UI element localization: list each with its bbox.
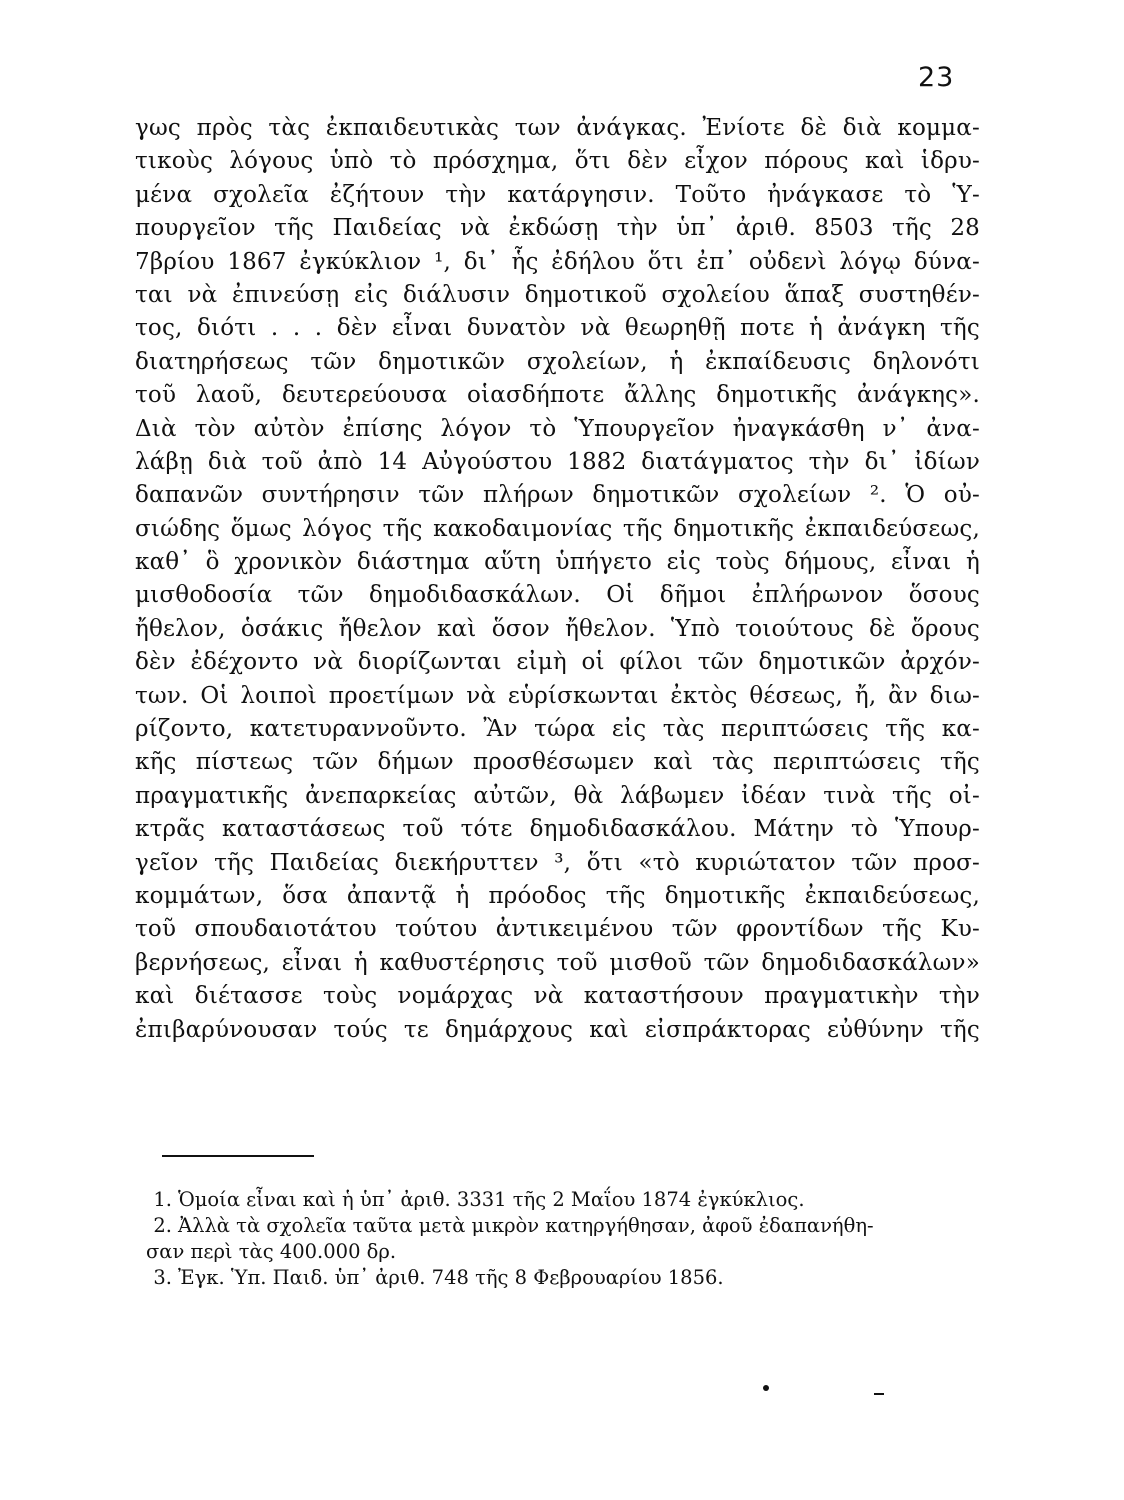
body-line: ρίζοντο, κατετυραννοῦντο. Ἂν τώρα εἰς τὰς περιπτώσεις τῆς κα- xyxy=(135,716,980,743)
footnote-3 xyxy=(140,1265,980,1291)
footnote-text: Ὁμοία εἶναι καὶ ἡ ὑπ᾽ ἀριθ. 3331 τῆς 2 Μαΐου 1874 ἐγκύκλιος. xyxy=(178,1188,805,1211)
body-line: σιώδης ὅμως λόγος τῆς κακοδαιμονίας τῆς δημοτικῆς ἐκπαιδεύσεως, xyxy=(135,515,980,542)
body-line: Διὰ τὸν αὐτὸν ἐπίσης λόγον τὸ Ὑπουργεῖον ἠναγκάσθη ν᾽ ἀνα- xyxy=(135,415,980,442)
body-line: 7βρίου 1867 ἐγκύκλιον ¹, δι᾽ ἧς ἐδήλου ὅτι ἐπ᾽ οὐδενὶ λόγῳ δύνα- xyxy=(135,248,980,275)
body-line: πραγματικῆς ἀνεπαρκείας αὐτῶν, θὰ λάβωμεν ἰδέαν τινὰ τῆς οἰ- xyxy=(135,782,980,809)
body-line: γεῖον τῆς Παιδείας διεκήρυττεν ³, ὅτι «τὸ κυριώτατον τῶν προσ- xyxy=(135,849,980,876)
page-number: 23 xyxy=(918,62,955,93)
body-line: κτρᾶς καταστάσεως τοῦ τότε δημοδιδασκάλου. Μάτην τὸ Ὑπουρ- xyxy=(135,816,980,843)
body-line: πουργεῖον τῆς Παιδείας νὰ ἐκδώσῃ τὴν ὑπ᾽ ἀριθ. 8503 τῆς 28 xyxy=(135,215,980,242)
body-line: μισθοδοσία τῶν δημοδιδασκάλων. Οἱ δῆμοι ἐπλήρωνον ὅσους xyxy=(135,582,980,609)
print-mark-dash xyxy=(874,1393,884,1395)
body-line: κομμάτων, ὅσα ἀπαντᾷ ἡ πρόοδος τῆς δημοτικῆς ἐκπαιδεύσεως, xyxy=(135,882,980,909)
body-line: τοῦ λαοῦ, δευτερεύουσα οἱασδήποτε ἄλλης δημοτικῆς ἀνάγκης». xyxy=(135,382,980,409)
body-line: μένα σχολεῖα ἐζήτουν τὴν κατάργησιν. Τοῦτο ἠνάγκασε τὸ Ὑ- xyxy=(135,181,980,208)
body-line: τοῦ σπουδαιοτάτου τούτου ἀντικειμένου τῶν φροντίδων τῆς Κυ- xyxy=(135,916,980,943)
footnote-separator xyxy=(162,1155,314,1157)
footnote-2-continuation: σαν περὶ τὰς 400.000 δρ. xyxy=(146,1240,397,1263)
body-line: δὲν ἐδέχοντο νὰ διορίζωνται εἰμὴ οἱ φίλοι τῶν δημοτικῶν ἀρχόν- xyxy=(135,649,980,676)
print-mark-dot xyxy=(763,1385,769,1391)
footnote-number: 2. xyxy=(153,1214,172,1237)
body-line: ἐπιβαρύνουσαν τούς τε δημάρχους καὶ εἰσπράκτορας εὐθύνην τῆς xyxy=(135,1016,980,1043)
body-line: γως πρὸς τὰς ἐκπαιδευτικὰς των ἀνάγκας. Ἐνίοτε δὲ διὰ κομμα- xyxy=(135,115,980,141)
footnote-number: 3. xyxy=(153,1266,172,1289)
body-line: λάβῃ διὰ τοῦ ἀπὸ 14 Αὐγούστου 1882 διατάγματος τὴν δι᾽ ἰδίων xyxy=(135,448,980,475)
body-line: καὶ διέτασσε τοὺς νομάρχας νὰ καταστήσουν πραγματικὴν τὴν xyxy=(135,983,980,1010)
body-line: κῆς πίστεως τῶν δήμων προσθέσωμεν καὶ τὰς περιπτώσεις τῆς xyxy=(135,749,980,776)
body-line: δαπανῶν συντήρησιν τῶν πλήρων δημοτικῶν σχολείων ². Ὁ οὐ- xyxy=(135,482,980,509)
footnote-1 xyxy=(140,1187,980,1213)
body-line: των. Οἱ λοιποὶ προετίμων νὰ εὑρίσκωνται ἐκτὸς θέσεως, ἤ, ἂν διω- xyxy=(135,682,980,709)
body-line: τικοὺς λόγους ὑπὸ τὸ πρόσχημα, ὅτι δὲν εἶχον πόρους καὶ ἱδρυ- xyxy=(135,148,980,175)
footnote-2 xyxy=(140,1213,980,1239)
footnote-text: Ἐγκ. Ὑπ. Παιδ. ὑπ᾽ ἀριθ. 748 τῆς 8 Φεβρουαρίου 1856. xyxy=(178,1266,724,1289)
body-line: καθ᾽ ὃ χρονικὸν διάστημα αὕτη ὑπήγετο εἰς τοὺς δήμους, εἶναι ἡ xyxy=(135,549,980,576)
body-line: ἤθελον, ὁσάκις ἤθελον καὶ ὅσον ἤθελον. Ὑπὸ τοιούτους δὲ ὅρους xyxy=(135,615,980,642)
body-text xyxy=(135,112,980,1047)
footnotes xyxy=(140,1187,980,1291)
footnote-text: Ἀλλὰ τὰ σχολεῖα ταῦτα μετὰ μικρὸν κατηργήθησαν, ἀφοῦ ἐδαπανήθη- xyxy=(178,1214,874,1237)
body-line: τος, διότι . . . δὲν εἶναι δυνατὸν νὰ θεωρηθῇ ποτε ἡ ἀνάγκη τῆς xyxy=(135,315,980,342)
body-line: βερνήσεως, εἶναι ἡ καθυστέρησις τοῦ μισθοῦ τῶν δημοδιδασκάλων» xyxy=(135,949,980,976)
body-line: διατηρήσεως τῶν δημοτικῶν σχολείων, ἡ ἐκπαίδευσις δηλονότι xyxy=(135,348,980,375)
footnote-number: 1. xyxy=(153,1188,172,1211)
body-line: ται νὰ ἐπινεύσῃ εἰς διάλυσιν δημοτικοῦ σχολείου ἅπαξ συστηθέν- xyxy=(135,281,980,308)
